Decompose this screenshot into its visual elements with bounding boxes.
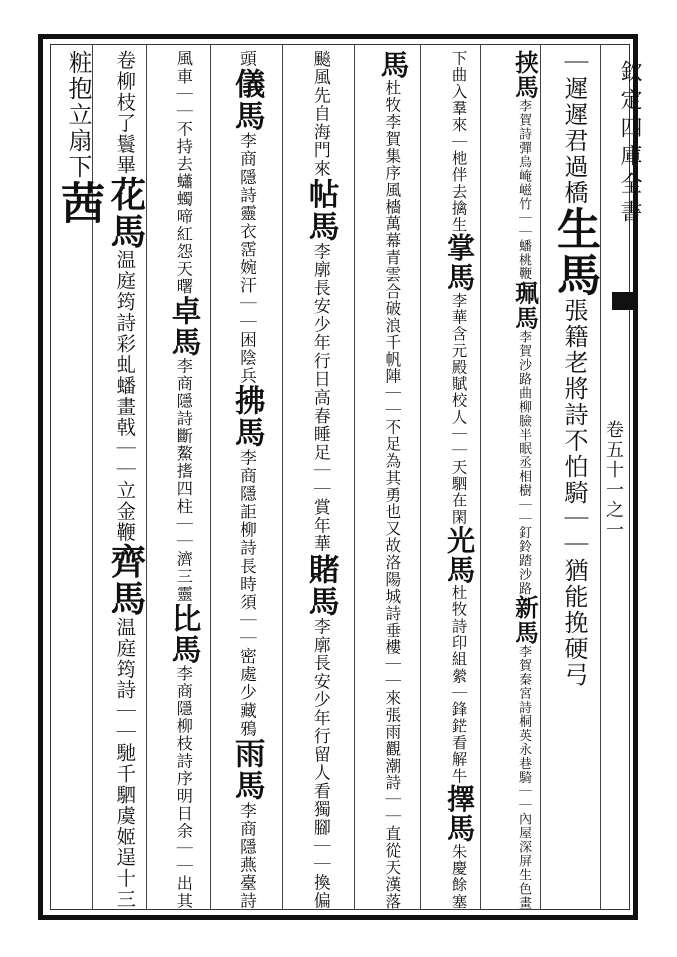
gloss-text: ｜｜內屋深屏生色畫 [516,784,532,910]
gloss-text: 須｜｜密處少藏鴉 [236,593,257,738]
volume-label: 卷五十一之一 [603,420,624,540]
gloss-text: 飈風先自 [310,50,331,124]
gloss-text: 明日余｜｜出其 [173,787,193,910]
headword: 馬 [510,74,539,100]
headword: 馬 [166,633,201,665]
gloss-text: 朱慶 [448,843,467,877]
headword: 馬 [166,326,201,358]
gloss-text: 粧抱立扇下 [64,50,92,180]
gloss-text: 竹｜｜蟠桃鞭 [516,197,532,281]
gloss-text: 李賀沙路曲柳臉半眠丞 [516,330,532,470]
gloss-text: 風車｜｜不持去 [173,50,193,173]
headword: 賭 [302,553,339,586]
headword: 掌 [441,233,475,263]
headword: 馬 [302,585,339,618]
text-column [166,50,201,910]
gloss-text: 千駟虞姬逞十三 [113,763,136,910]
headword: 馬 [229,100,265,132]
gloss-text: 海門來 [310,123,331,178]
gloss-text: 温庭筠詩彩虬蟠 [113,249,136,397]
gloss-text: ｜｜猶能挽硬弓 [560,506,588,688]
gloss-text: 杜牧李賀集序風檣 [382,79,401,216]
text-column [441,50,475,910]
gloss-text: 張籍老將詩不怕騎 [560,298,588,506]
text-column [229,50,265,910]
headword: 馬 [549,252,600,298]
gloss-text: 温庭筠詩｜｜馳 [113,616,136,764]
gloss-text: ｜杝伴去擒生 [448,133,467,234]
headword: 比 [166,602,201,634]
headword: 馬 [441,262,475,293]
column-divider [540,44,541,910]
headword: 珮 [510,280,539,306]
column-divider [210,44,211,910]
headword: 挟 [510,50,539,75]
gloss-text: 李賀詩彈烏崦嵫 [516,99,532,198]
headword: 馬 [510,620,539,645]
gloss-text: 李商隱詩靈衣霑 [236,131,257,259]
gloss-text: 四柱｜｜濟三靈 [173,480,193,603]
gloss-text: 人看獨腳｜｜換偏 [310,763,331,910]
headword: 馬 [441,813,475,844]
gloss-text: 李商隱詎柳詩長時 [236,448,257,594]
headword: 馬 [104,579,146,617]
gloss-text: ｜｜來張雨觀潮詩｜｜直從天漢落 [382,655,401,910]
column-divider [354,44,355,910]
gloss-text: 相樹｜｜釘鈴踏沙路 [516,469,532,596]
headword: 光 [441,525,475,555]
headword: 馬 [104,212,146,250]
headword: 儀 [229,68,265,101]
headword: 花 [104,175,146,213]
column-divider [420,44,421,910]
headword: 雨 [229,737,265,770]
headword: 生 [549,206,600,252]
gloss-text: 餘塞 [448,876,467,910]
gloss-text: 蠨蠋啼紅怨天曙 [173,172,193,296]
headword: 馬 [510,305,539,331]
gloss-text: ｜遲遲 [560,50,588,128]
gloss-text: 下曲入羣來 [448,50,467,134]
gloss-text: 李廓長安少年行日高 [310,242,331,407]
gloss-text: 陣｜｜不足為其勇也又故洛陽城詩垂樓 [382,367,401,656]
headword: 拂 [229,384,265,417]
headword: 卓 [166,295,201,327]
headword: 齊 [104,542,146,580]
headword: 茜 [53,180,104,226]
text-column [53,50,104,226]
headword: 帖 [302,177,339,211]
gloss-text: 燕臺詩 [236,855,257,910]
gloss-text: ｜鋒鋩看解牛 [448,684,467,785]
headword: 新 [510,595,539,621]
headword: 馬 [302,210,339,243]
text-column [375,50,409,910]
headword: 馬 [229,416,265,449]
text-column [302,50,339,910]
gloss-text: 君過橋 [560,128,588,206]
gloss-text: 頭 [236,50,257,69]
gloss-text: 李賀秦宮詩桐英永巷騎 [516,644,532,785]
column-divider [480,44,481,910]
gloss-text: 杜牧詩印組縈 [448,584,467,685]
gloss-text: 春睡足｜｜賞年華 [310,406,331,554]
gloss-text: 李商隱 [236,801,257,856]
fishtail-mark [612,292,638,310]
column-divider [600,44,601,910]
gloss-text: 李華含元殿賦校 [448,292,467,409]
text-column [510,50,539,910]
gloss-text: 畫戟｜｜立金鞭 [113,396,136,543]
headword: 馬 [229,769,265,802]
book-title: 欽定四庫全書 [617,60,642,228]
gloss-text: 李商隱柳枝詩序 [173,664,193,788]
gloss-text: 萬幕青雲合破浪千帆 [382,215,401,368]
gloss-text: 李商隱詩斷鰲搘 [173,357,193,480]
column-divider [282,44,283,910]
column-divider [146,44,147,910]
gloss-text: 人｜｜天駟在閑 [448,408,467,526]
text-column [549,50,600,688]
headword: 馬 [375,50,409,80]
headword: 擇 [441,784,475,814]
text-column [104,50,146,910]
gloss-text: 婉汗｜｜困陰兵 [236,258,257,385]
gloss-text: 李廓長安少年行留 [310,617,331,764]
headword: 馬 [441,554,475,585]
gloss-text: 卷柳枝了鬟畢 [113,50,136,176]
